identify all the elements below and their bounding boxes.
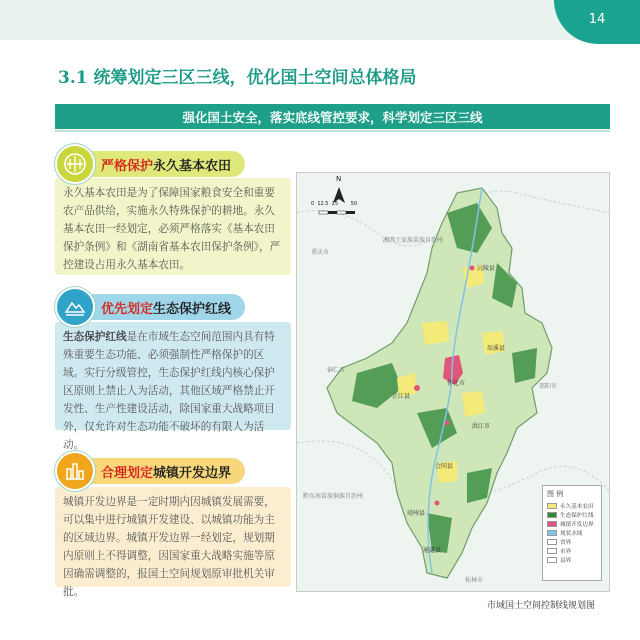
legend-item: 城镇开发边界 xyxy=(547,519,597,528)
scale-label: 0 12.5 25 50 xyxy=(311,201,358,207)
section-heading-urban xyxy=(55,451,245,491)
page-number: 14 xyxy=(554,0,640,44)
ecology-icon xyxy=(55,287,95,327)
title-highlight: 优先划定 xyxy=(101,301,154,317)
urban-text-box xyxy=(55,487,291,598)
map-legend xyxy=(542,485,602,581)
legend-item: 市界 xyxy=(547,546,597,555)
title-rest: 生态保护红线 xyxy=(153,301,232,317)
farmland-icon xyxy=(55,144,95,184)
place-label: 通道县 xyxy=(423,547,442,554)
control-line-map xyxy=(296,172,610,592)
map-caption: 市域国土空间控制线规划图 xyxy=(487,601,596,611)
section-title xyxy=(79,458,245,484)
title-highlight: 严格保护 xyxy=(101,158,154,174)
section-banner: 强化国土安全，落实底线管控要求，科学划定三区三线 xyxy=(55,104,610,129)
legend-title: 图 例 xyxy=(547,490,564,498)
place-label: 会同县 xyxy=(435,463,454,470)
section-title xyxy=(79,294,245,320)
legend-item: 县界 xyxy=(547,555,597,564)
legend-item: 永久基本农田 xyxy=(547,501,597,510)
place-label: 沅陵县 xyxy=(477,265,496,272)
place-label: 湘西土家族苗族自治州 xyxy=(383,237,444,244)
page-title: 3.1 统筹划定三区三线，优化国土空间总体格局 xyxy=(58,68,417,88)
legend-item: 现状水域 xyxy=(547,528,597,537)
place-label: 怀化市 xyxy=(447,380,466,387)
city-icon xyxy=(55,451,95,491)
place-label: 重庆市 xyxy=(311,249,330,256)
ecology-paragraph: 是在市域生态空间范围内具有特殊重要生态功能、必须强制性严格保护的区域。实行分级管控，生态保护红线内核心保护区原则上禁止人为活动，其他区域严格禁止开发性、生产性建设活动，除国家重大战略项目外，仅允许对生态功能不破坏的有限人为活动。 xyxy=(63,331,275,451)
place-label: 洪江市 xyxy=(472,423,491,430)
place-label: 黔东南苗族侗族自治州 xyxy=(303,493,364,500)
legend-item: 省界 xyxy=(547,537,597,546)
title-rest: 城镇开发边界 xyxy=(153,465,232,481)
place-label: 芷江县 xyxy=(392,393,411,400)
farmland-text-box xyxy=(55,178,291,275)
place-label: 靖州县 xyxy=(407,510,426,517)
place-label: 桂林市 xyxy=(465,577,484,584)
top-bar xyxy=(0,0,640,40)
legend-item: 生态保护红线 xyxy=(547,510,597,519)
farmland-paragraph: 永久基本农田是为了保障国家粮食安全和重要农产品供给，实施永久特殊保护的耕地。永久基本农田一经划定，必须严格落实《基本农田保护条例》和《湖南省基本农田保护条例》，严控建设占用永久基本农田。 xyxy=(63,187,281,271)
section-heading-ecology xyxy=(55,287,245,327)
urban-paragraph: 城镇开发边界是一定时期内因城镇发展需要，可以集中进行城镇开发建设、以城镇功能为主的区域边界。城镇开发边界一经划定，规划期内原则上不得调整，因国家重大战略实施等原因确需调整的，报国土空间规划原审批机关审批。 xyxy=(63,496,275,598)
ecology-text-box xyxy=(55,322,291,451)
ecology-paragraph-bold: 生态保护红线 xyxy=(63,331,127,343)
place-label: 辰溪县 xyxy=(487,345,506,352)
place-label: 铜仁市 xyxy=(327,367,346,374)
title-rest: 永久基本农田 xyxy=(153,158,232,174)
section-title xyxy=(79,151,245,177)
place-label: 邵阳市 xyxy=(539,383,558,390)
north-label: N xyxy=(336,175,342,183)
title-highlight: 合理划定 xyxy=(101,465,154,481)
